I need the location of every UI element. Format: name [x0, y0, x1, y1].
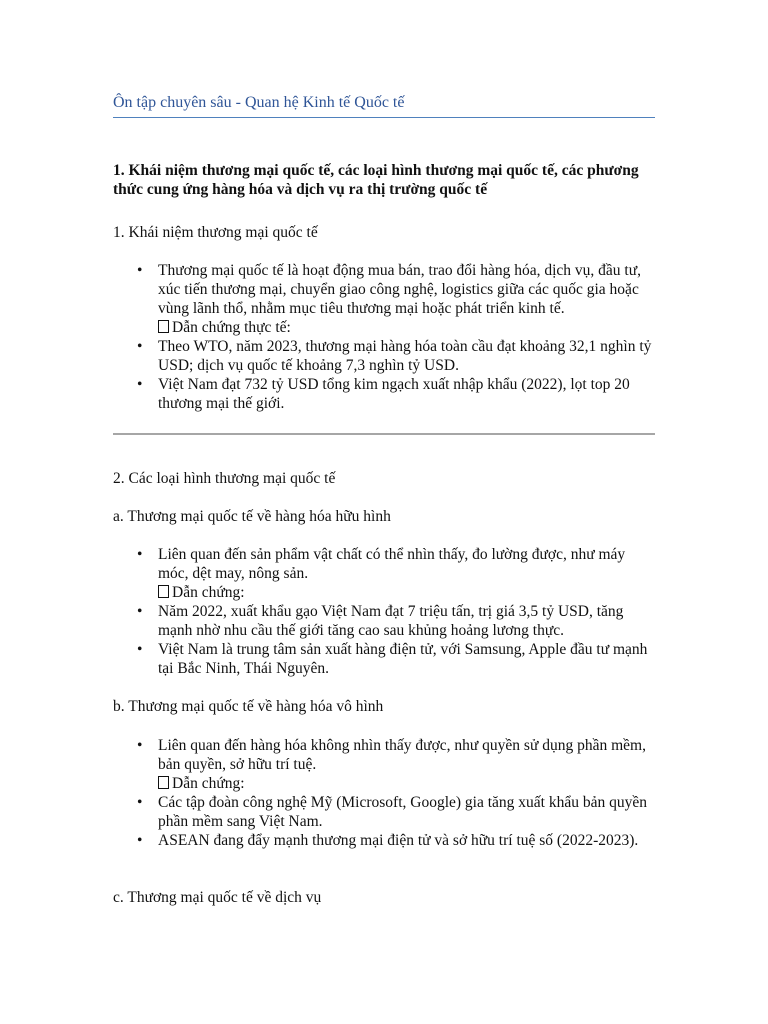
bullet-text: Năm 2022, xuất khẩu gạo Việt Nam đạt 7 triệu tấn, trị giá 3,5 tỷ USD, tăng mạnh nhờ nhu cầu thế giới tăng cao sau khủng hoảng lương thực. [158, 603, 624, 639]
list-item [113, 793, 655, 831]
list-item [113, 736, 655, 793]
list-item [113, 602, 655, 640]
list-item [113, 640, 655, 678]
evidence-line [158, 318, 655, 337]
bullet-text: Liên quan đến hàng hóa không nhìn thấy được, như quyền sử dụng phần mềm, bản quyền, sở hữu trí tuệ. [158, 737, 646, 773]
bullet-text: Việt Nam đạt 732 tỷ USD tổng kim ngạch xuất nhập khẩu (2022), lọt top 20 thương mại thế giới. [158, 376, 630, 412]
section-2-heading: 2. Các loại hình thương mại quốc tế [113, 470, 336, 487]
bullet-text: Liên quan đến sản phẩm vật chất có thể nhìn thấy, đo lường được, như máy móc, dệt may, nông sản. [158, 546, 626, 582]
missing-glyph-icon [158, 320, 169, 333]
document-title: Ôn tập chuyên sâu - Quan hệ Kinh tế Quốc tế [113, 94, 405, 111]
bullet-text: Theo WTO, năm 2023, thương mại hàng hóa toàn cầu đạt khoảng 32,1 nghìn tỷ USD; dịch vụ quốc tế khoảng 7,3 nghìn tỷ USD. [158, 338, 652, 374]
part-b-bullet-list [113, 736, 655, 850]
evidence-label: Dẫn chứng: [172, 584, 245, 601]
part-a-bullet-list [113, 545, 655, 678]
bullet-text: Việt Nam là trung tâm sản xuất hàng điện tử, với Samsung, Apple đầu tư mạnh tại Bắc Ninh, Thái Nguyên. [158, 641, 648, 677]
part-b-heading: b. Thương mại quốc tế về hàng hóa vô hình [113, 698, 384, 715]
part-a-heading: a. Thương mại quốc tế về hàng hóa hữu hình [113, 508, 391, 525]
section-1-heading: 1. Khái niệm thương mại quốc tế, các loại hình thương mại quốc tế, các phương thức cung ứng hàng hóa và dịch vụ ra thị trường quốc tế [113, 162, 639, 198]
evidence-line [158, 583, 655, 602]
missing-glyph-icon [158, 776, 169, 789]
list-item [113, 831, 655, 850]
bullet-text: Các tập đoàn công nghệ Mỹ (Microsoft, Google) gia tăng xuất khẩu bản quyền phần mềm sang Việt Nam. [158, 794, 647, 830]
horizontal-divider [113, 433, 655, 435]
list-item [113, 375, 655, 413]
part-c-heading: c. Thương mại quốc tế về dịch vụ [113, 889, 322, 906]
list-item [113, 545, 655, 602]
evidence-label: Dẫn chứng thực tế: [172, 319, 291, 336]
section-1-bullet-list [113, 261, 655, 413]
list-item [113, 261, 655, 337]
title-underline [113, 117, 655, 118]
evidence-line [158, 774, 655, 793]
missing-glyph-icon [158, 585, 169, 598]
bullet-text: ASEAN đang đẩy mạnh thương mại điện tử và sở hữu trí tuệ số (2022-2023). [158, 832, 639, 849]
section-1-subheading: 1. Khái niệm thương mại quốc tế [113, 224, 318, 241]
evidence-label: Dẫn chứng: [172, 775, 245, 792]
list-item [113, 337, 655, 375]
bullet-text: Thương mại quốc tế là hoạt động mua bán, trao đổi hàng hóa, dịch vụ, đầu tư, xúc tiến thương mại, chuyển giao công nghệ, logistics giữa các quốc gia hoặc vùng lãnh thổ, nhằm mục tiêu thương mại hoặc phát triển kinh tế. [158, 262, 641, 317]
